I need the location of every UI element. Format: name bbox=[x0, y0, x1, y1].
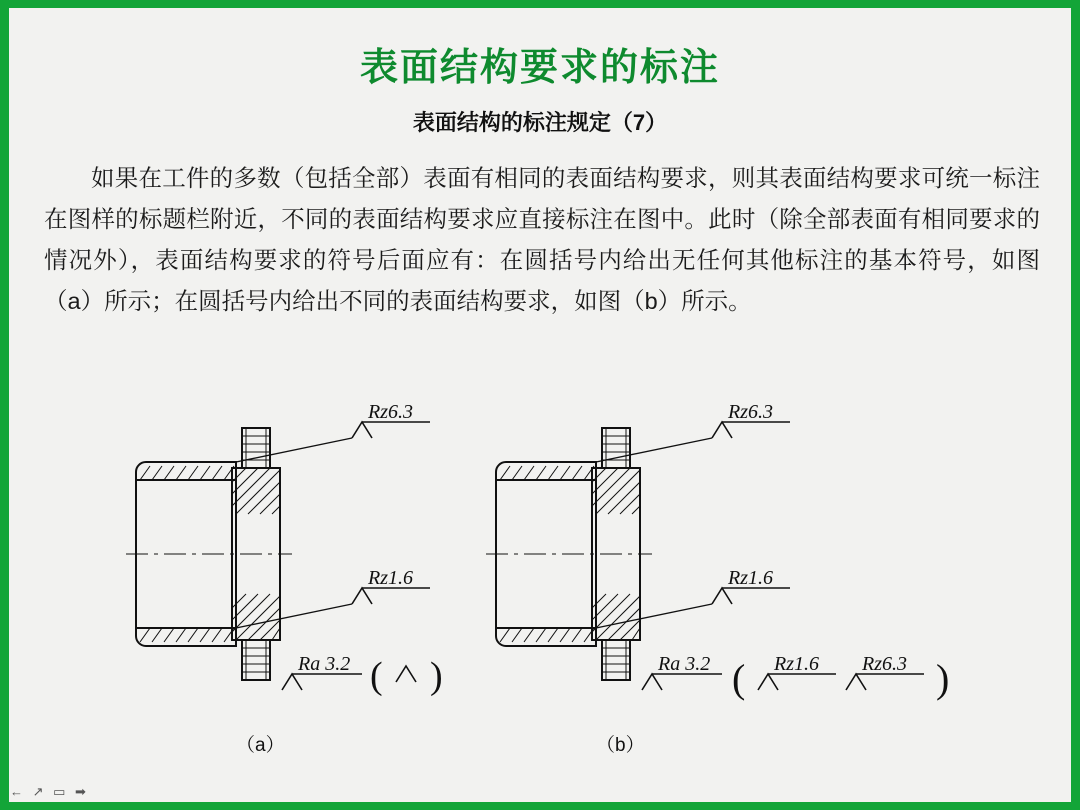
figure-a-paren-close: ) bbox=[430, 655, 443, 697]
figure-area bbox=[40, 400, 1040, 770]
figure-b-paren-item-0: Rz1.6 bbox=[774, 653, 819, 675]
figure-a-paren-open: ( bbox=[370, 655, 383, 697]
slide-border-bottom bbox=[0, 802, 1080, 810]
figure-a-group bbox=[126, 401, 443, 697]
page-title: 表面结构要求的标注 bbox=[359, 47, 720, 89]
figure-b-top-label: Rz6.3 bbox=[728, 401, 773, 423]
page-subtitle: 表面结构的标注规定（7） bbox=[412, 110, 668, 135]
slide-border-top bbox=[0, 0, 1080, 8]
figure-b-paren-close: ) bbox=[936, 656, 950, 701]
figure-b-group bbox=[486, 401, 949, 701]
figure-b-paren-item-1: Rz6.3 bbox=[862, 653, 907, 675]
figure-b-caption: （b） bbox=[596, 735, 645, 756]
footer-marks: ← ↗ ▭ ➡ bbox=[10, 784, 89, 799]
technical-drawing bbox=[40, 400, 1040, 770]
figure-a-note-main: Ra 3.2 bbox=[298, 653, 351, 675]
body-paragraph: 如果在工件的多数（包括全部）表面有相同的表面结构要求，则其表面结构要求可统一标注在图样的标题栏附近，不同的表面结构要求应直接标注在图中。此时（除全部表面有相同要求的情况外），表面结构要求的符号后面应有：在圆括号内给出无任何其他标注的基本符号，如图（a）所示；在圆括号内给出不同的表面结构要求，如图（b）所示。 bbox=[44, 165, 1040, 314]
figure-b-note-main: Ra 3.2 bbox=[658, 653, 711, 675]
figure-b-bottom-label: Rz1.6 bbox=[728, 567, 773, 589]
figure-b-paren-open: ( bbox=[732, 656, 746, 701]
figure-a-bottom-label: Rz1.6 bbox=[368, 567, 413, 589]
figure-a-caption: （a） bbox=[236, 735, 285, 756]
figure-a-top-label: Rz6.3 bbox=[368, 401, 413, 423]
